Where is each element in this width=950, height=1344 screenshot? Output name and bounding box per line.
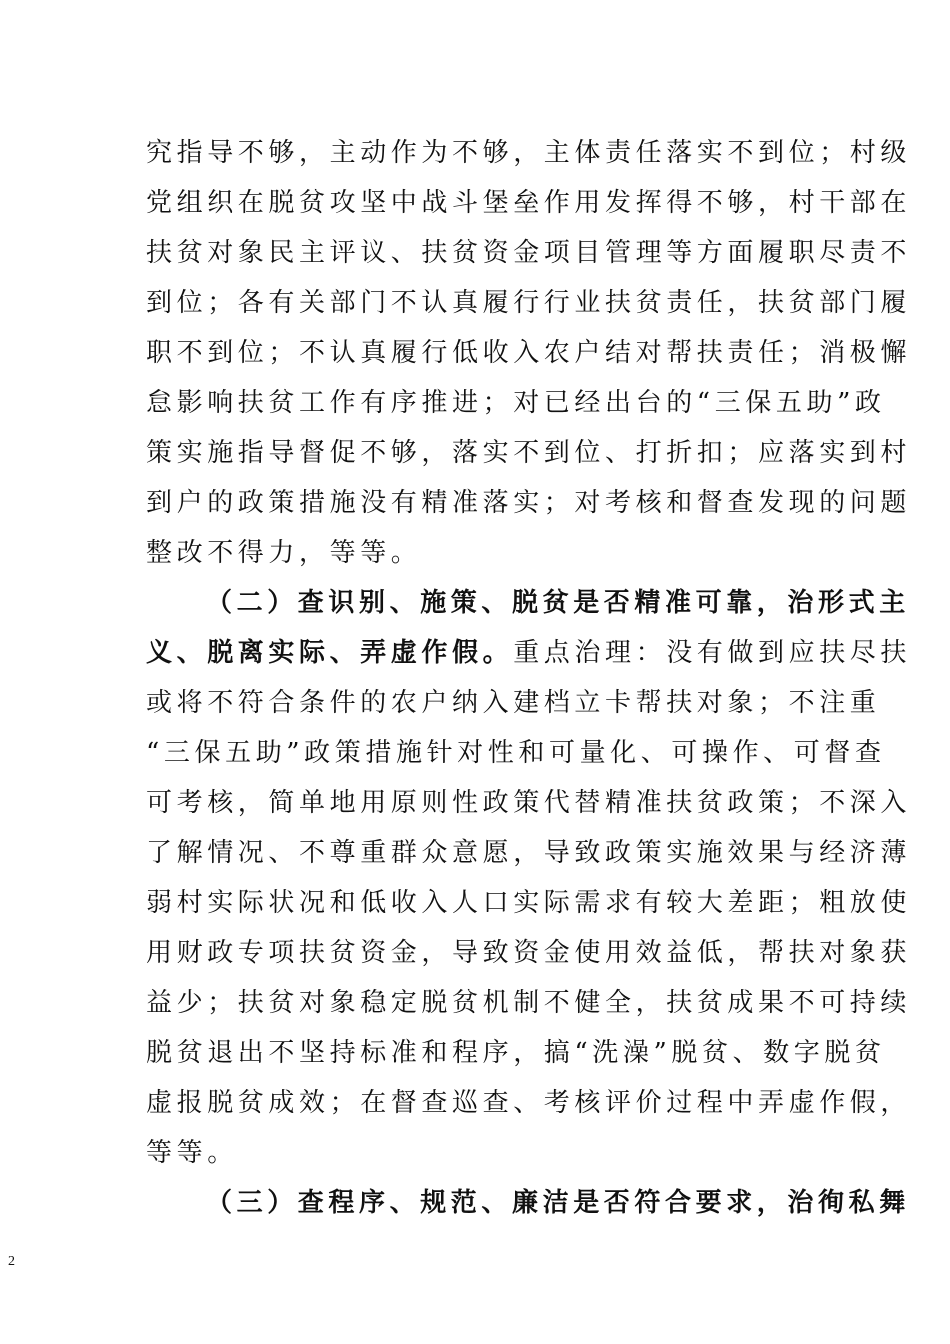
section-heading-continued: 义、脱离实际、弄虚作假。 bbox=[146, 638, 514, 668]
text-line: 职不到位；不认真履行低收入农户结对帮扶责任；消极懈 bbox=[146, 338, 912, 368]
text-line: 整改不得力，等等。 bbox=[146, 538, 422, 568]
text-line: 了解情况、不尊重群众意愿，导致政策实施效果与经济薄 bbox=[146, 838, 912, 868]
text-line: 弱村实际状况和低收入人口实际需求有较大差距；粗放使 bbox=[146, 888, 912, 918]
text-line: 究指导不够，主动作为不够，主体责任落实不到位；村级 bbox=[146, 138, 912, 168]
text-line: 策实施指导督促不够，落实不到位、打折扣；应落实到村 bbox=[146, 438, 912, 468]
text-line: 可考核，简单地用原则性政策代替精准扶贫政策；不深入 bbox=[146, 788, 912, 818]
text-line: 党组织在脱贫攻坚中战斗堡垒作用发挥得不够，村干部在 bbox=[146, 188, 912, 218]
text-line: “三保五助”政策措施针对性和可量化、可操作、可督查 bbox=[146, 738, 886, 768]
text-line: 益少；扶贫对象稳定脱贫机制不健全，扶贫成果不可持续 bbox=[146, 988, 912, 1018]
section-heading: （二）查识别、施策、脱贫是否精准可靠，治形式主 bbox=[206, 588, 910, 618]
text-line: 怠影响扶贫工作有序推进；对已经出台的“三保五助”政 bbox=[146, 388, 886, 418]
text-line: 扶贫对象民主评议、扶贫资金项目管理等方面履职尽责不 bbox=[146, 238, 912, 268]
section-heading: （三）查程序、规范、廉洁是否符合要求，治徇私舞 bbox=[206, 1188, 910, 1218]
text-line: 或将不符合条件的农户纳入建档立卡帮扶对象；不注重 bbox=[146, 688, 881, 718]
text-line: 到户的政策措施没有精准落实；对考核和督查发现的问题 bbox=[146, 488, 912, 518]
page-number: 2 bbox=[8, 1254, 15, 1269]
text-line: 虚报脱贫成效；在督查巡查、考核评价过程中弄虚作假， bbox=[146, 1088, 912, 1118]
text-segment: 重点治理：没有做到应扶尽扶 bbox=[513, 638, 912, 668]
text-line: 用财政专项扶贫资金，导致资金使用效益低，帮扶对象获 bbox=[146, 938, 912, 968]
text-line: 等等。 bbox=[146, 1138, 238, 1168]
text-line: 到位；各有关部门不认真履行行业扶贫责任，扶贫部门履 bbox=[146, 288, 912, 318]
text-line bbox=[146, 640, 911, 666]
text-line: 脱贫退出不坚持标准和程序，搞“洗澡”脱贫、数字脱贫 bbox=[146, 1038, 886, 1068]
